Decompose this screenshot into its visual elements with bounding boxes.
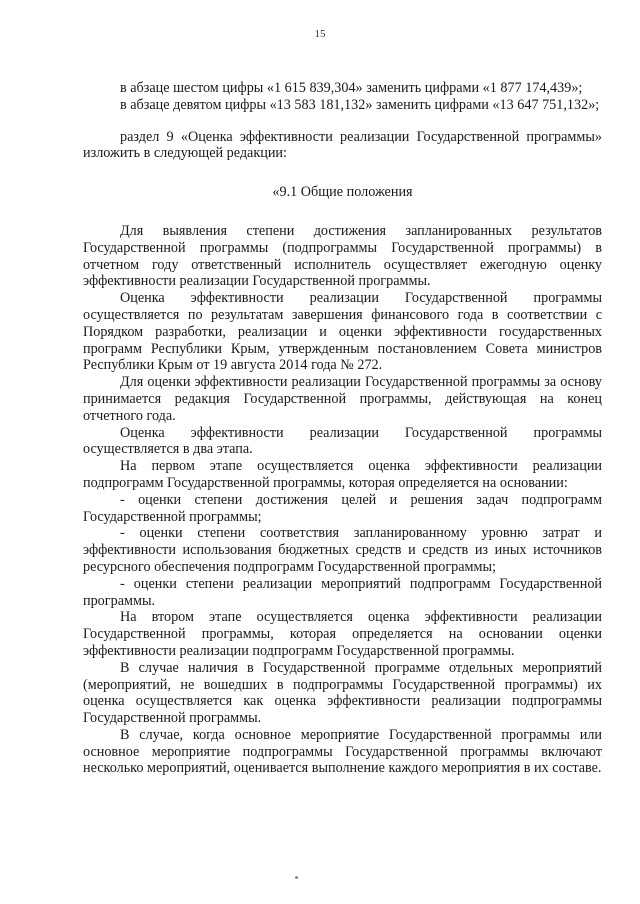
paragraph-amend-ninth: в абзаце девятом цифры «13 583 181,132» заменить цифрами «13 647 751,132»; — [120, 96, 600, 113]
list-item-activities: - оценки степени реализации мероприятий подпрограмм Государственной программы. — [83, 575, 602, 609]
paragraph-main-activity: В случае, когда основное мероприятие Государственной программы или основное мероприятие подпрограммы Государственной программы включают несколько мероприятий, оценивается выполнение каждого мероприятия в их составе. — [83, 726, 602, 777]
document-body — [83, 80, 602, 777]
paragraph-second-stage: На втором этапе осуществляется оценка эффективности реализации Государственной программы, которая определяется на основании оценки эффективности реализации подпрограмм Государственной программы. — [83, 609, 602, 659]
paragraph-separate-activities: В случае наличия в Государственной программе отдельных мероприятий (мероприятий, не вошедших в подпрограммы Государственной программы) их оценка осуществляется как оценка эффективности реализации подпрограммы Государственной программы. — [83, 659, 602, 727]
paragraph-section-9: раздел 9 «Оценка эффективности реализации Государственной программы» изложить в следующей редакции: — [83, 128, 602, 162]
list-item-goals: - оценки степени достижения целей и решения задач подпрограмм Государственной программы; — [83, 491, 602, 525]
list-item-costs: - оценки степени соответствия запланированному уровню затрат и эффективности использования бюджетных средств и средств из иных источников ресурсного обеспечения подпрограмм Государственной программы; — [83, 525, 602, 575]
paragraph-two-stages: Оценка эффективности реализации Государственной программы осуществляется в два этапа. — [83, 424, 602, 458]
section-heading: «9.1 Общие положения — [272, 184, 413, 201]
paragraph-amend-sixth: в абзаце шестом цифры «1 615 839,304» заменить цифрами «1 877 174,439»; — [120, 80, 583, 96]
paragraph-edition: Для оценки эффективности реализации Государственной программы за основу принимается редакция Государственной программы, действующая на конец отчетного года. — [83, 374, 602, 424]
spacer — [83, 114, 602, 129]
page-number: 15 — [314, 28, 326, 40]
paragraph-first-stage: На первом этапе осуществляется оценка эффективности реализации подпрограмм Государственной программы, которая определяется на основании: — [83, 458, 602, 491]
paragraph-assessment-basis: Оценка эффективности реализации Государственной программы осуществляется по результатам завершения финансового года в соответствии с Порядком разработки, реализации и оценки эффективности государственных программ Республики Крым, утвержденным постановлением Совета министров Республики Крым от 19 августа 2014 года № 272. — [83, 290, 602, 374]
scan-speck — [295, 876, 298, 879]
paragraph-purpose: Для выявления степени достижения запланированных результатов Государственной программы (подпрограммы Государственной программы) в отчетном году ответственный исполнитель осуществляет ежегодную оценку эффективности реализации Государственной программы. — [83, 222, 602, 290]
